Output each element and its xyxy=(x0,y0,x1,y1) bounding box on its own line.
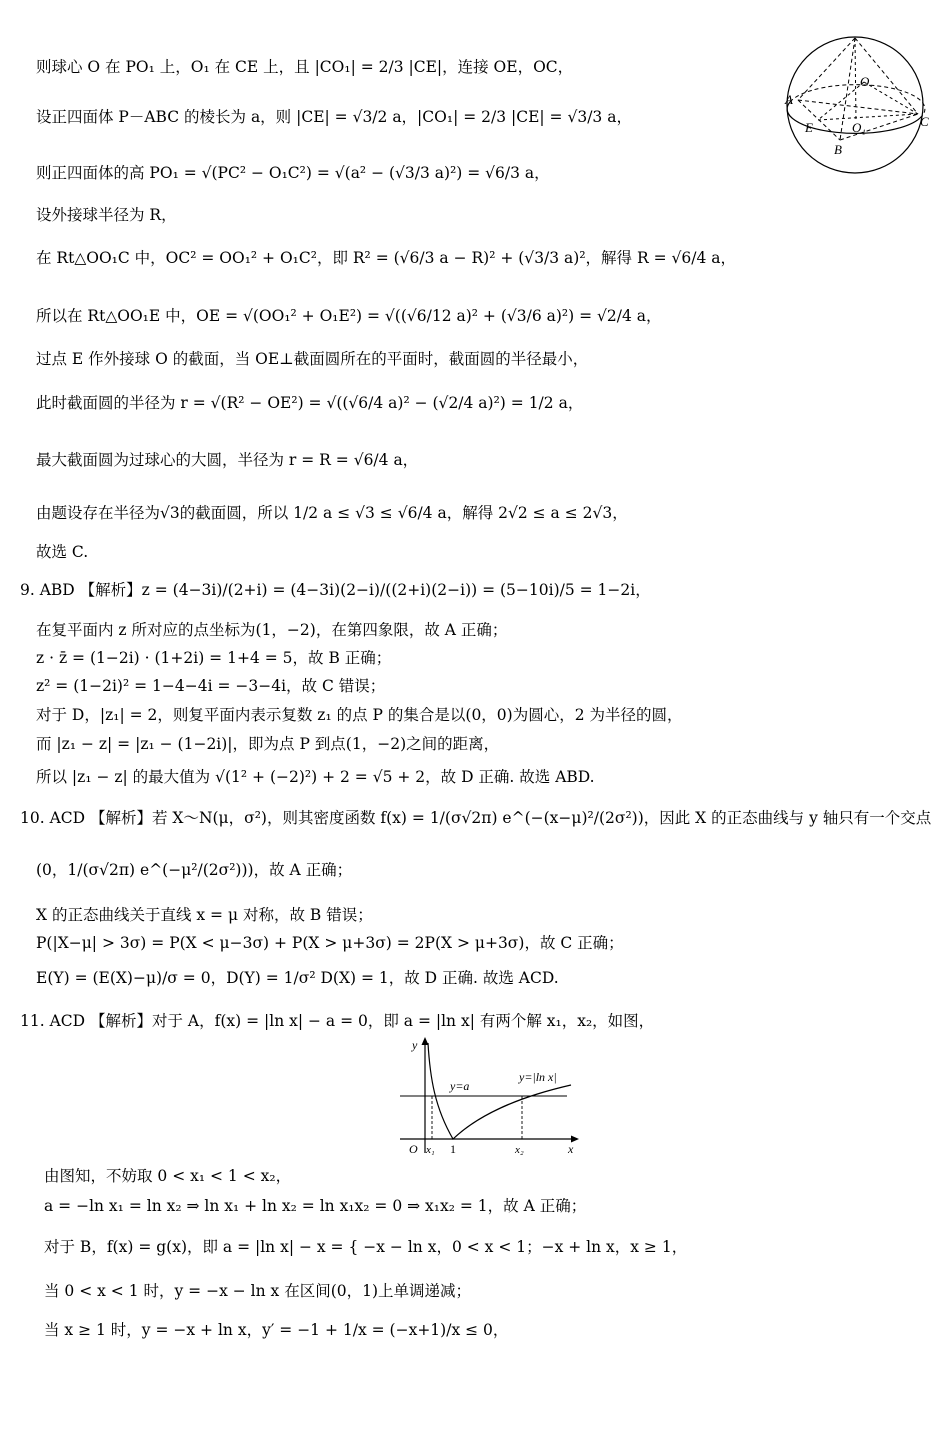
lnx-graph-figure xyxy=(395,1033,585,1158)
label-B: B xyxy=(834,142,842,157)
text-line-11: 故选 C. xyxy=(36,543,89,561)
text-line-21: X 的正态曲线关于直线 x = μ 对称，故 B 错误； xyxy=(36,906,373,924)
text-line-7: 过点 E 作外接球 O 的截面，当 OE⊥截面圆所在的平面时，截面圆的半径最小， xyxy=(36,350,589,368)
label-E: E xyxy=(805,120,813,135)
label-origin: O xyxy=(409,1142,418,1156)
label-y-equals-abs-ln-x: y=|ln x| xyxy=(519,1070,557,1084)
label-x2: x₂ xyxy=(515,1144,524,1156)
label-O1: O₁ xyxy=(852,120,866,135)
solution-10-header: 10. ACD 【解析】若 X～N(μ，σ²)，则其密度函数 f(x) = 1/(σ√2π) e^(−(x−μ)²/(2σ²))，因此 X 的正态曲线与 y 轴只有一个交点 xyxy=(20,809,932,827)
text-line-1: 则球心 O 在 PO₁ 上，O₁ 在 CE 上，且 |CO₁| = 2/3 |CE|，连接 OE，OC， xyxy=(36,58,574,76)
text-line-27: 对于 B，f(x) = g(x)，即 a = |ln x| − x = { −x − ln x，0 < x < 1；−x + ln x，x ≥ 1， xyxy=(44,1238,688,1256)
text-line-18: 所以 |z₁ − z| 的最大值为 √(1² + (−2)²) + 2 = √5 + 2，故 D 正确. 故选 ABD. xyxy=(36,768,595,786)
label-C: C xyxy=(920,114,929,129)
label-y-equals-a: y=a xyxy=(450,1079,470,1093)
text-line-6: 所以在 Rt△OO₁E 中，OE = √(OO₁² + O₁E²) = √((√6/12 a)² + (√3/6 a)²) = √2/4 a， xyxy=(36,307,662,325)
solution-9-header: 9. ABD 【解析】z = (4−3i)/(2+i) = (4−3i)(2−i)/((2+i)(2−i)) = (5−10i)/5 = 1−2i， xyxy=(20,581,651,599)
text-line-16: 对于 D，|z₁| = 2，则复平面内表示复数 z₁ 的点 P 的集合是以(0，0)为圆心，2 为半径的圆， xyxy=(36,706,683,724)
text-line-29: 当 x ≥ 1 时，y = −x + ln x，y′ = −1 + 1/x = (−x+1)/x ≤ 0， xyxy=(44,1321,509,1339)
text-line-9: 最大截面圆为过球心的大圆，半径为 r = R = √6/4 a， xyxy=(36,451,419,469)
line-OC xyxy=(864,82,918,114)
solution-11-header: 11. ACD 【解析】对于 A，f(x) = |ln x| − a = 0，即 a = |ln x| 有两个解 x₁，x₂，如图， xyxy=(20,1012,655,1030)
text-line-25: 由图知，不妨取 0 < x₁ < 1 < x₂， xyxy=(44,1167,292,1185)
text-line-4: 设外接球半径为 R， xyxy=(36,206,177,224)
label-O: O xyxy=(860,74,870,89)
edge-AC xyxy=(798,100,918,114)
text-line-8: 此时截面圆的半径为 r = √(R² − OE²) = √((√6/4 a)² − (√2/4 a)²) = 1/2 a， xyxy=(36,394,584,412)
text-line-26: a = −ln x₁ = ln x₂ ⇒ ln x₁ + ln x₂ = ln x₁x₂ = 0 ⇒ x₁x₂ = 1，故 A 正确； xyxy=(44,1197,587,1215)
text-line-10: 由题设存在半径为√3的截面圆，所以 1/2 a ≤ √3 ≤ √6/4 a，解得 2√2 ≤ a ≤ 2√3， xyxy=(36,504,628,522)
text-line-28: 当 0 < x < 1 时，y = −x − ln x 在区间(0，1)上单调递减； xyxy=(44,1282,472,1300)
label-x: x xyxy=(568,1142,574,1156)
label-one: 1 xyxy=(450,1142,456,1156)
sphere-tetrahedron-figure xyxy=(780,30,940,180)
label-x1: x₁ xyxy=(426,1144,435,1156)
text-line-17: 而 |z₁ − z| = |z₁ − (1−2i)|，即为点 P 到点(1，−2)之间的距离， xyxy=(36,735,500,753)
text-line-22: P(|X−μ| > 3σ) = P(X < μ−3σ) + P(X > μ+3σ) = 2P(X > μ+3σ)，故 C 正确； xyxy=(36,934,624,952)
label-y: y xyxy=(412,1038,418,1052)
edge-PA xyxy=(798,38,855,100)
text-line-13: 在复平面内 z 所对应的点坐标为(1，−2)，在第四象限，故 A 正确； xyxy=(36,621,508,639)
height-PO1 xyxy=(855,38,856,122)
text-line-2: 设正四面体 P－ABC 的棱长为 a，则 |CE| = √3/2 a，|CO₁| = 2/3 |CE| = √3/3 a， xyxy=(36,108,632,126)
text-line-5: 在 Rt△OO₁C 中，OC² = OO₁² + O₁C²，即 R² = (√6/3 a − R)² + (√3/3 a)²，解得 R = √6/4 a， xyxy=(36,249,736,267)
text-line-3: 则正四面体的高 PO₁ = √(PC² − O₁C²) = √(a² − (√3/3 a)²) = √6/3 a， xyxy=(36,164,550,182)
text-line-20: (0，1/(σ√2π) e^(−μ²/(2σ²)))，故 A 正确； xyxy=(36,861,353,879)
text-line-15: z² = (1−2i)² = 1−4−4i = −3−4i，故 C 错误； xyxy=(36,677,386,695)
text-line-14: z · z̄ = (1−2i) · (1+2i) = 1+4 = 5，故 B 正确； xyxy=(36,649,392,667)
text-line-23: E(Y) = (E(X)−μ)/σ = 0，D(Y) = 1/σ² D(X) = 1，故 D 正确. 故选 ACD. xyxy=(36,969,559,987)
label-A: A xyxy=(785,92,793,107)
